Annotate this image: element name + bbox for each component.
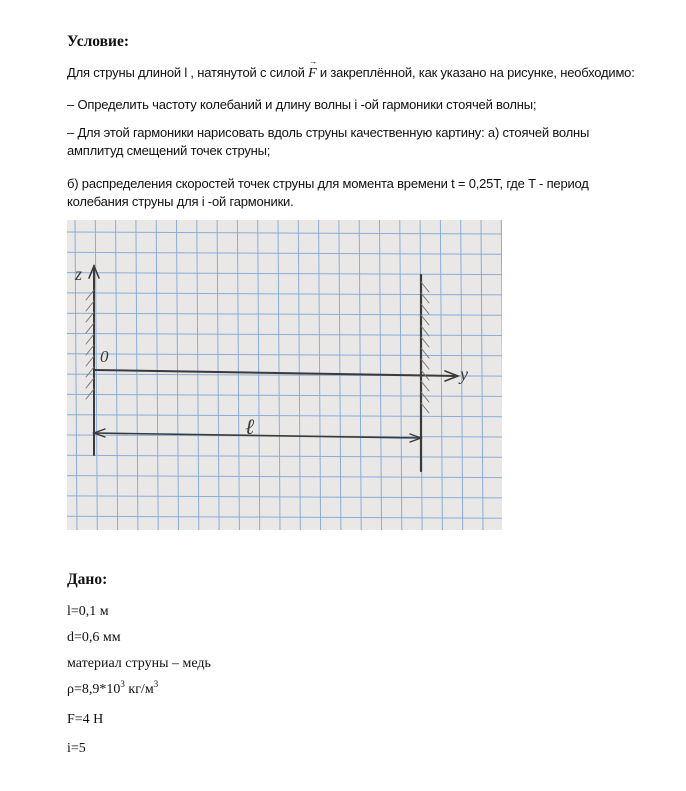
density-exponent: 3 (120, 679, 125, 689)
given-force: F=4 Н (67, 712, 104, 727)
density-unit-exponent: 3 (153, 679, 159, 689)
length-label: ℓ (245, 414, 255, 439)
given-density (67, 679, 159, 698)
intro-text-after: и закреплённой, как указано на рисунке, необходимо: (316, 65, 635, 80)
task-item-2-line-2: амплитуд смещений точек струны; (67, 143, 271, 158)
z-axis-label: z (75, 264, 83, 284)
task-item-1: – Определить частоту колебаний и длину волны i -ой гармоники стоячей волны; (67, 97, 537, 112)
given-diameter: d=0,6 мм (67, 630, 121, 645)
origin-label: 0 (100, 347, 109, 366)
condition-heading: Условие: (67, 33, 129, 50)
given-heading: Дано: (67, 571, 108, 588)
condition-intro (67, 57, 635, 82)
task-item-3-line-1: б) распределения скоростей точек струны для момента времени t = 0,25T, где T - период (67, 176, 589, 191)
given-length: l=0,1 м (67, 604, 109, 619)
y-axis-label: y (460, 364, 468, 384)
given-material: материал струны – медь (67, 656, 211, 671)
vector-arrow-icon: → (309, 57, 317, 66)
given-harmonic: i=5 (67, 741, 86, 756)
intro-text-before: Для струны длиной l , натянутой с силой (67, 65, 309, 80)
task-item-3-line-2: колебания струны для i -ой гармоники. (67, 194, 294, 209)
string-diagram-photo (67, 220, 502, 530)
task-item-2-line-1: – Для этой гармоники нарисовать вдоль струны качественную картину: а) стоячей волны (67, 125, 590, 140)
force-symbol: F (308, 66, 317, 81)
density-unit: кг/м (124, 682, 154, 697)
force-vector-symbol (308, 57, 317, 81)
density-base: ρ=8,9*10 (67, 682, 121, 697)
